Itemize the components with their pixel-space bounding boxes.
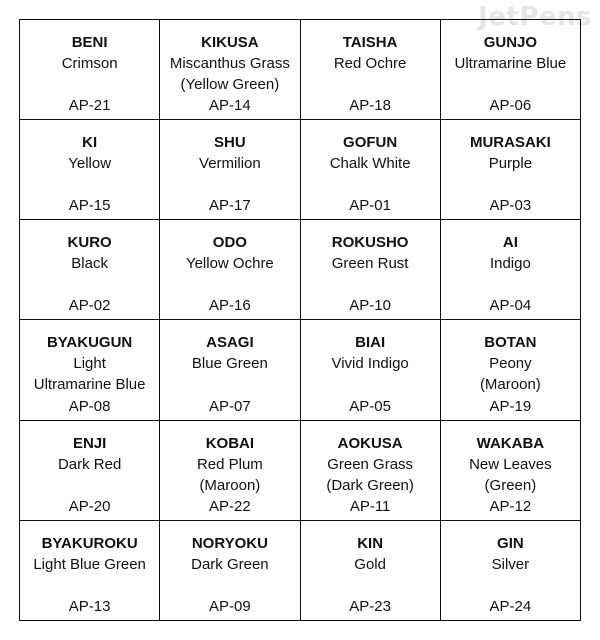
color-code: AP-18 [349, 97, 391, 115]
color-name-english: Red Plum (Maroon) [196, 455, 263, 494]
color-name-english: New Leaves (Green) [469, 455, 552, 494]
color-name-japanese: GIN [497, 534, 524, 552]
color-name-english: Blue Green [191, 355, 268, 373]
color-name-english: Chalk White [329, 155, 411, 173]
color-name-english: Light Ultramarine Blue [33, 355, 146, 394]
color-cell [160, 20, 300, 120]
color-name-japanese: TAISHA [342, 34, 398, 51]
color-name-english: Crimson [61, 55, 118, 72]
color-cell [160, 421, 300, 521]
color-cell [301, 320, 441, 420]
color-name-japanese: ROKUSHO [331, 234, 409, 252]
color-table [19, 19, 581, 621]
color-name-english: Ultramarine Blue [454, 55, 567, 72]
color-name-japanese: BYAKUROKU [41, 534, 138, 552]
color-code: AP-01 [349, 197, 391, 215]
color-name-japanese: BENI [71, 34, 108, 51]
color-cell [20, 320, 160, 420]
color-cell [20, 20, 160, 120]
color-name-japanese: GUNJO [483, 34, 538, 51]
color-name-japanese: KOBAI [205, 434, 255, 452]
color-cell [441, 521, 581, 621]
color-name-english: Dark Red [57, 455, 122, 473]
color-cell [160, 220, 300, 320]
color-cell [301, 421, 441, 521]
color-cell [20, 220, 160, 320]
color-name-english: Peony (Maroon) [479, 355, 541, 394]
color-name-english: Yellow [68, 155, 112, 173]
color-code: AP-24 [489, 597, 532, 615]
color-code: AP-05 [349, 397, 391, 415]
color-code: AP-21 [68, 97, 111, 115]
color-name-japanese: MURASAKI [469, 134, 551, 152]
color-code: AP-06 [489, 97, 532, 115]
color-name-japanese: WAKABA [476, 434, 545, 452]
color-cell [20, 120, 160, 220]
color-cell [160, 521, 300, 621]
color-name-japanese: BIAI [355, 334, 386, 352]
color-name-english: Purple [488, 155, 533, 173]
color-name-japanese: KURO [67, 234, 112, 252]
color-code: AP-08 [68, 397, 111, 415]
color-cell [441, 20, 581, 120]
color-cell [441, 421, 581, 521]
color-code: AP-17 [209, 197, 251, 215]
color-name-japanese: KIKUSA [201, 34, 259, 51]
color-name-japanese: ENJI [72, 434, 107, 452]
color-name-japanese: AI [502, 234, 518, 252]
color-cell [441, 120, 581, 220]
color-name-english: Indigo [489, 255, 531, 273]
color-name-english: Gold [354, 555, 386, 573]
color-name-english: Black [71, 255, 108, 273]
color-code: AP-03 [489, 197, 532, 215]
color-cell [20, 521, 160, 621]
color-name-japanese: KIN [357, 534, 384, 552]
color-code: AP-02 [68, 297, 111, 315]
color-cell [301, 521, 441, 621]
color-code: AP-23 [349, 597, 391, 615]
color-cell [20, 421, 160, 521]
color-code: AP-19 [489, 397, 532, 415]
color-code: AP-20 [68, 497, 111, 515]
color-code: AP-07 [209, 397, 251, 415]
color-code: AP-11 [349, 497, 391, 515]
color-cell [441, 320, 581, 420]
color-name-english: Red Ochre [333, 55, 407, 72]
color-name-english: Green Grass (Dark Green) [326, 455, 414, 494]
color-name-japanese: ASAGI [206, 334, 254, 352]
color-cell [441, 220, 581, 320]
jetpens-watermark: JetPens [478, 2, 592, 32]
color-name-english: Light Blue Green [33, 555, 146, 573]
color-name-japanese: BOTAN [484, 334, 537, 352]
color-cell [301, 220, 441, 320]
color-code: AP-22 [209, 497, 251, 515]
color-code: AP-09 [209, 597, 251, 615]
color-name-english: Green Rust [331, 255, 409, 273]
color-cell [160, 320, 300, 420]
color-cell [301, 120, 441, 220]
color-name-japanese: NORYOKU [191, 534, 268, 552]
color-code: AP-15 [68, 197, 111, 215]
color-name-japanese: AOKUSA [337, 434, 403, 452]
color-name-japanese: GOFUN [343, 134, 398, 152]
color-name-japanese: BYAKUGUN [46, 334, 133, 352]
color-name-english: Vermilion [199, 155, 261, 173]
color-name-english: Dark Green [191, 555, 269, 573]
color-name-japanese: ODO [212, 234, 247, 252]
color-cell [160, 120, 300, 220]
color-code: AP-04 [489, 297, 532, 315]
color-code: AP-13 [68, 597, 111, 615]
color-name-english: Vivid Indigo [331, 355, 409, 373]
color-code: AP-12 [489, 497, 532, 515]
color-name-english: Silver [491, 555, 530, 573]
color-code: AP-14 [209, 97, 251, 115]
color-cell [301, 20, 441, 120]
color-name-japanese: KI [82, 134, 98, 152]
color-name-japanese: SHU [214, 134, 246, 152]
color-name-english: Miscanthus Grass (Yellow Green) [169, 55, 290, 93]
color-code: AP-16 [209, 297, 251, 315]
color-name-english: Yellow Ochre [185, 255, 274, 273]
color-code: AP-10 [349, 297, 391, 315]
